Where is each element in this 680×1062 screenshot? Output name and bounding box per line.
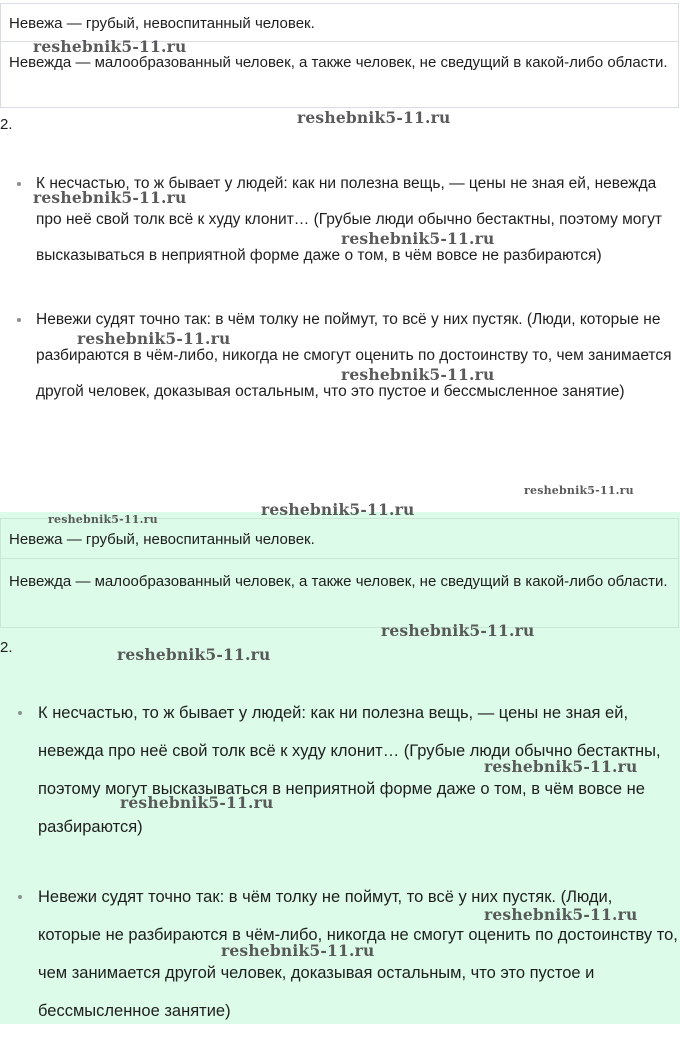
watermark-logo: reshebnik5-11.ru [297,108,451,127]
definition-nevezha: Невежа — грубый, невоспитанный человек. [1,519,678,559]
bullet-icon [17,318,21,322]
watermark-logo: reshebnik5-11.ru [33,37,187,56]
definition-nevezha: Невежа — грубый, невоспитанный человек. [1,4,678,42]
watermark-logo: reshebnik5-11.ru [341,229,495,248]
definition-nevezhda: Невежда — малообразованный человек, а также человек, не сведущий в какой-либо области. [9,54,668,71]
list-item [0,166,678,274]
quote-text: Невежи судят точно так: в чём толку не поймут, то всё у них пустяк. (Люди, которые не разбираются в чём-либо, никогда не смогут оценить по достоинству то, чем занимается другой человек, доказывая остальным, что это пустое и бессмысленное занятие) [36,311,672,400]
bullet-icon [17,182,21,186]
item-number: 2. [0,116,13,133]
quote-text: К несчастью, то ж бывает у людей: как ни полезна вещь, — цены не зная ей, невежда про неё свой толк всё к худу клонит… (Грубые люди обычно бестактны, поэтому могут высказываться в неприятной форме даже о том, в чём вовсе не разбираются) [36,175,662,264]
watermark-logo: reshebnik5-11.ru [77,329,231,348]
watermark-logo: reshebnik5-11.ru [33,188,187,207]
definition-nevezhda: Невежда — малообразованный человек, а также человек, не сведущий в какой-либо области. [9,573,668,590]
watermark-logo: reshebnik5-11.ru [48,513,158,526]
definitions-table [0,518,679,628]
watermark-logo: reshebnik5-11.ru [484,905,638,924]
quote-text: К несчастью, то ж бывает у людей: как ни полезна вещь, — цены не зная ей, невежда про неё свой толк всё к худу клонит… (Грубые люди обычно бестактны, поэтому могут высказываться в неприятной форме даже о том, в чём вовсе не разбираются) [38,704,661,836]
bullet-icon [18,895,22,899]
watermark-logo: reshebnik5-11.ru [524,484,634,497]
quote-text: Невежи судят точно так: в чём толку не поймут, то всё у них пустяк. (Люди, которые не разбираются в чём-либо, никогда не смогут оценить по достоинству то, чем занимается другой человек, доказывая остальным, что это пустое и бессмысленное занятие) [38,888,678,1020]
watermark-logo: reshebnik5-11.ru [484,757,638,776]
watermark-logo: reshebnik5-11.ru [120,793,274,812]
list-item [0,302,678,410]
watermark-logo: reshebnik5-11.ru [117,645,271,664]
watermark-logo: reshebnik5-11.ru [381,621,535,640]
answer-block-plain [0,0,680,510]
quote-list [0,694,678,1062]
watermark-logo: reshebnik5-11.ru [341,365,495,384]
item-number: 2. [0,639,13,656]
bullet-icon [18,711,22,715]
watermark-logo: reshebnik5-11.ru [221,941,375,960]
watermark-logo: reshebnik5-11.ru [261,500,415,519]
